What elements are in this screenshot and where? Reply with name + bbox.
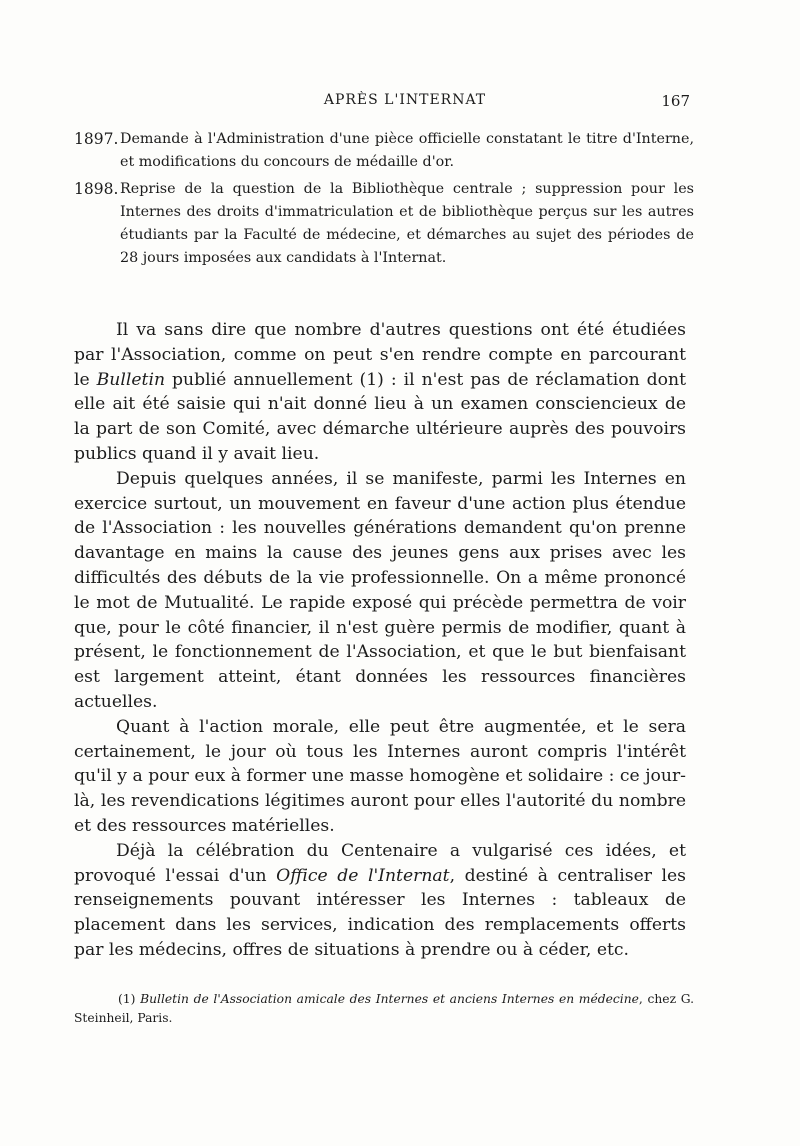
chronology-entry [74,178,694,270]
running-head [120,92,690,116]
footnote-marker: (1) [118,992,141,1006]
paragraph: Depuis quelques années, il se manifeste, parmi les Internes en exercice surtout, un mouvement en faveur d'une action plus étendue de l'Association : les nouvelles générations demandent qu'on prenne davantage en mains la cause des jeunes gens aux prises avec les difficultés des débuts de la vie professionnelle. On a même prononcé le mot de Mutualité. Le rapide exposé qui précède permettra de voir que, pour le côté financier, il n'est guère permis de modifier, quant à présent, le fonctionnement de l'Association, et que le but bienfaisant est largement atteint, étant données les ressources financières actuelles. [74,468,686,712]
paragraph-text: publié annuellement (1) : il n'est pas de réclamation dont elle ait été saisie qui n'ait donné lieu à un examen consciencieux de la part de son Comité, avec démarche ultérieure auprès des pouvoirs publics quand il y avait lieu. [74,369,686,464]
running-title: APRÈS L'INTERNAT [323,92,487,108]
paragraph-text: , destiné à centraliser les renseignements pouvant intéresser les Internes : tableaux de placement dans les services, indication des remplacements offerts par les médecins, offres de situations à prendre ou à céder, etc. [74,865,686,960]
page-number: 167 [661,92,690,110]
entry-year: 1897. [74,130,119,148]
footnote-publisher: , chez G. Steinheil, Paris. [74,992,694,1025]
main-text [74,318,686,963]
footnote-source-title: Bulletin de l'Association amicale des Internes et anciens Internes en médecine [140,992,639,1006]
footnote [74,990,694,1028]
entry-year: 1898. [74,180,119,198]
paragraph [74,839,686,963]
bulletin-title: Bulletin [96,369,166,390]
chronology-entry [74,128,694,174]
paragraph: Quant à l'action morale, elle peut être augmentée, et le sera certainement, le jour où tous les Internes auront compris l'intérêt qu'il y a pour eux à former une masse homogène et solidaire : ce jour-là, les revendications légitimes auront pour elles l'autorité du nombre et des ressources matérielles. [74,716,686,836]
office-title: Office de l'Internat [276,865,450,886]
entry-text: Demande à l'Administration d'une pièce officielle constatant le titre d'Interne, et modifications du concours de médaille d'or. [120,131,694,170]
entry-text: Reprise de la question de la Bibliothèque centrale ; suppression pour les Internes des droits d'immatriculation et de bibliothèque perçus sur les autres étudiants par la Faculté de médecine, et démarches au sujet des périodes de 28 jours imposées aux candidats à l'Internat. [120,181,694,266]
paragraph-text: Il va sans dire que nombre d'autres questions ont été étudiées par l'Association, comme on peut s'en rendre compte en parcourant le [74,320,686,390]
footnote-text [74,990,694,1028]
chronology-list [74,128,694,274]
paragraph [74,318,686,467]
paragraph-text: Déjà la célébration du Centenaire a vulgarisé ces idées, et provoqué l'essai d'un [74,840,686,886]
